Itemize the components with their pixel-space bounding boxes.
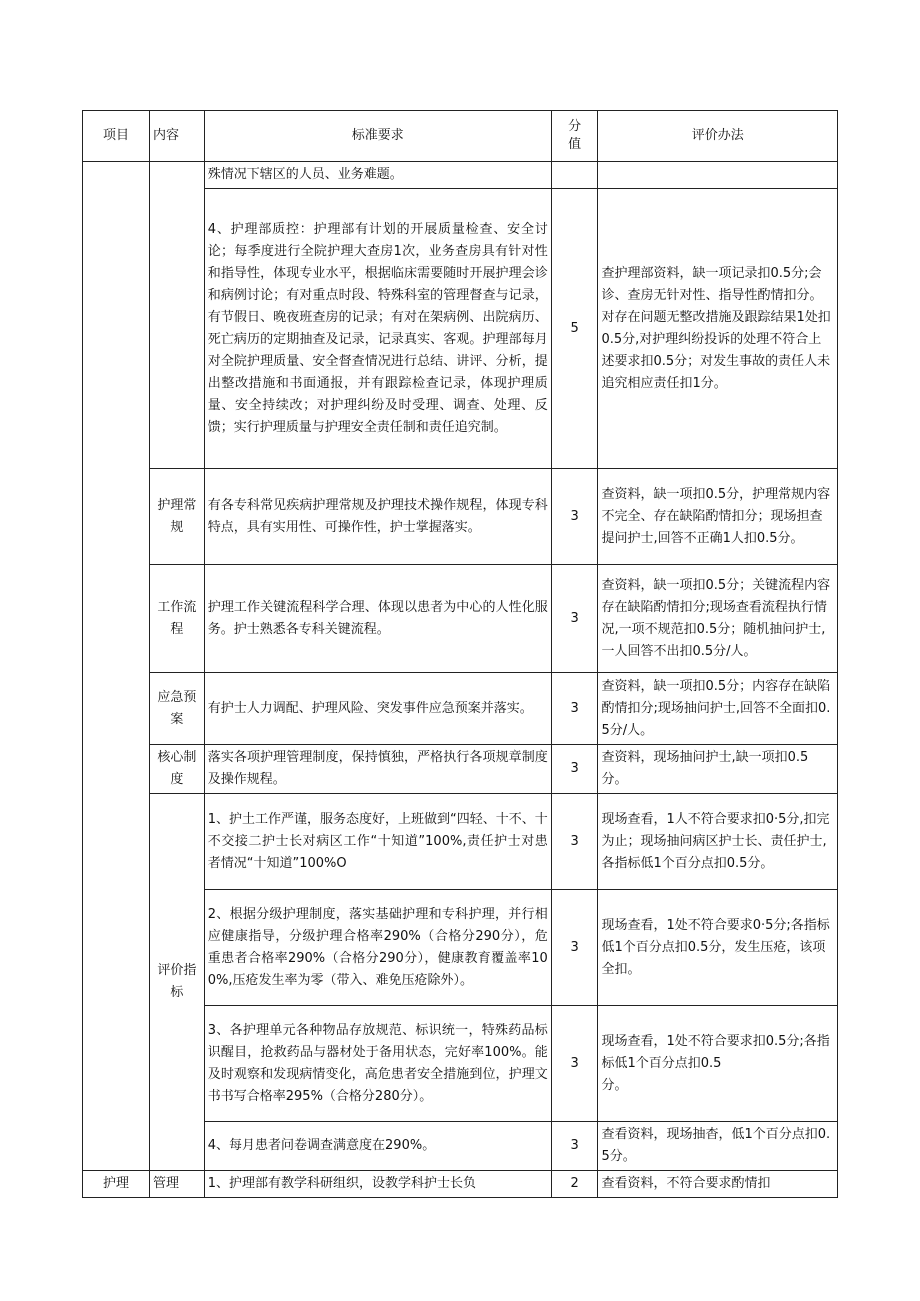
score-cell: 3 — [551, 1122, 598, 1171]
evaluation-cell: 查看资料，现场抽杳，低1个百分点扣0.5分。 — [598, 1122, 838, 1171]
evaluation-cell: 现场查看，1处不符合要求扣0.5分;各指标低1个百分点扣0.5 分。 — [598, 1006, 838, 1122]
table-row — [83, 745, 838, 794]
header-score-text: 分值 — [568, 119, 582, 152]
standard-cell: 4、护理部质控：护理部有计划的开展质量检查、安全讨论；每季度进行全院护理大查房1次，业务查房具有针对性和指导性，体现专业水平，根据临床需要随时开展护理会诊和病例讨论；有对重点时段、特殊科室的管理督查与记录，有节假日、晚夜班查房的记录；有对在架病例、出院病历、死亡病历的定期抽查及记录，记录真实、客观。护理部每月对全院护理质量、安全督查情况进行总结、讲评、分析，提出整改措施和书面通报，并有跟踪检查记录，体现护理质量、安全持续改；对护理纠纷及时受理、调查、处理、反馈；实行护理质量与护理安全责任制和责任追究制。 — [204, 189, 551, 469]
score-cell: 3 — [551, 745, 598, 794]
table-row — [83, 162, 838, 189]
score-cell — [551, 162, 598, 189]
table-header-row — [83, 111, 838, 162]
standard-cell: 2、根据分级护理制度，落实基础护理和专科护理，并行相应健康指导，分级护理合格率290%（合格分290分），危重患者合格率290%（合格分290分），健康教育覆盖率100%,压疮发生率为零（带入、难免压疮除外）。 — [204, 890, 551, 1006]
score-cell: 3 — [551, 1006, 598, 1122]
table-row — [83, 673, 838, 745]
standard-cell: 1、护土工作严谨，服务态度好，上班做到“四轻、十不、十不交接二护士长对病区工作“十知道”100%,责任护士对患者情况“十知道”100%O — [204, 794, 551, 890]
header-score — [551, 111, 598, 162]
table-row — [83, 794, 838, 890]
evaluation-table-page — [82, 110, 838, 1198]
header-content: 内容 — [149, 111, 204, 162]
standard-cell: 落实各项护理管理制度，保持慎独，严格执行各项规章制度及操作规程。 — [204, 745, 551, 794]
evaluation-cell: 查资料，现场抽问护士,缺一项扣0.5分。 — [598, 745, 838, 794]
score-cell: 3 — [551, 673, 598, 745]
standard-cell: 3、各护理单元各种物品存放规范、标识统一，特殊药品标识醒目，抢救药品与器材处于备用状态，完好率100%。能及时观察和发现病情变化，高危患者安全措施到位，护理文书书写合格率295%（合格分280分）。 — [204, 1006, 551, 1122]
header-standard: 标准要求 — [204, 111, 551, 162]
table-row — [83, 469, 838, 565]
header-evaluation: 评价办法 — [598, 111, 838, 162]
item-cell: 护理 — [83, 1171, 150, 1198]
evaluation-cell: 查资料，缺一项扣0.5分；内容存在缺陷酌情扣分;现场抽问护士,回答不全面扣0.5分/人。 — [598, 673, 838, 745]
evaluation-cell: 查看资料，不符合要求酌情扣 — [598, 1171, 838, 1198]
nursing-evaluation-table — [82, 110, 838, 1198]
standard-cell: 1、护理部有教学科研组织，设教学科护士长负 — [204, 1171, 551, 1198]
standard-cell: 护理工作关键流程科学合理、体现以患者为中心的人性化服务。护士熟悉各专科关键流程。 — [204, 565, 551, 673]
standard-cell: 有护士人力调配、护理风险、突发事件应急预案并落实。 — [204, 673, 551, 745]
content-cell-empty — [149, 162, 204, 469]
content-cell: 应急预案 — [149, 673, 204, 745]
content-cell: 护理常规 — [149, 469, 204, 565]
score-cell: 3 — [551, 565, 598, 673]
score-cell: 3 — [551, 469, 598, 565]
score-cell: 2 — [551, 1171, 598, 1198]
standard-cell: 殊情况下辖区的人员、业务难题。 — [204, 162, 551, 189]
evaluation-cell: 查资料，缺一项扣0.5分，护理常规内容不完全、存在缺陷酌情扣分；现场担查提问护士,回答不正确1人扣0.5分。 — [598, 469, 838, 565]
score-cell: 3 — [551, 890, 598, 1006]
evaluation-cell — [598, 162, 838, 189]
evaluation-cell: 查资料，缺一项扣0.5分；关键流程内容存在缺陷酌情扣分;现场查看流程执行情况,一项不规范扣0.5分；随机抽问护士,一人回答不出扣0.5分/人。 — [598, 565, 838, 673]
content-cell: 评价指标 — [149, 794, 204, 1171]
content-cell: 管理 — [149, 1171, 204, 1198]
header-item: 项目 — [83, 111, 150, 162]
table-row — [83, 565, 838, 673]
score-cell: 3 — [551, 794, 598, 890]
evaluation-cell: 查护理部资料，缺一项记录扣0.5分;会诊、查房无针对性、指导性酌情扣分。对存在问题无整改措施及跟踪结果1处扣0.5分,对护理纠纷投诉的处理不符合上述要求扣0.5分；对发生事故的责任人未追究相应责任扣1分。 — [598, 189, 838, 469]
evaluation-cell: 现场查看，1人不符合要求扣0·5分,扣完为止；现场抽问病区护士长、责任护士,各指标低1个百分点扣0.5分。 — [598, 794, 838, 890]
standard-cell: 4、每月患者问卷调查满意度在290%。 — [204, 1122, 551, 1171]
evaluation-cell: 现场查看，1处不符合要求0·5分;各指标低1个百分点扣0.5分，发生压疮，该项全扣。 — [598, 890, 838, 1006]
table-row — [83, 1171, 838, 1198]
content-cell: 核心制度 — [149, 745, 204, 794]
item-cell-empty — [83, 162, 150, 1171]
standard-cell: 有各专科常见疾病护理常规及护理技术操作规程，体现专科特点，具有实用性、可操作性，护士掌握落实。 — [204, 469, 551, 565]
content-cell: 工作流程 — [149, 565, 204, 673]
score-cell: 5 — [551, 189, 598, 469]
